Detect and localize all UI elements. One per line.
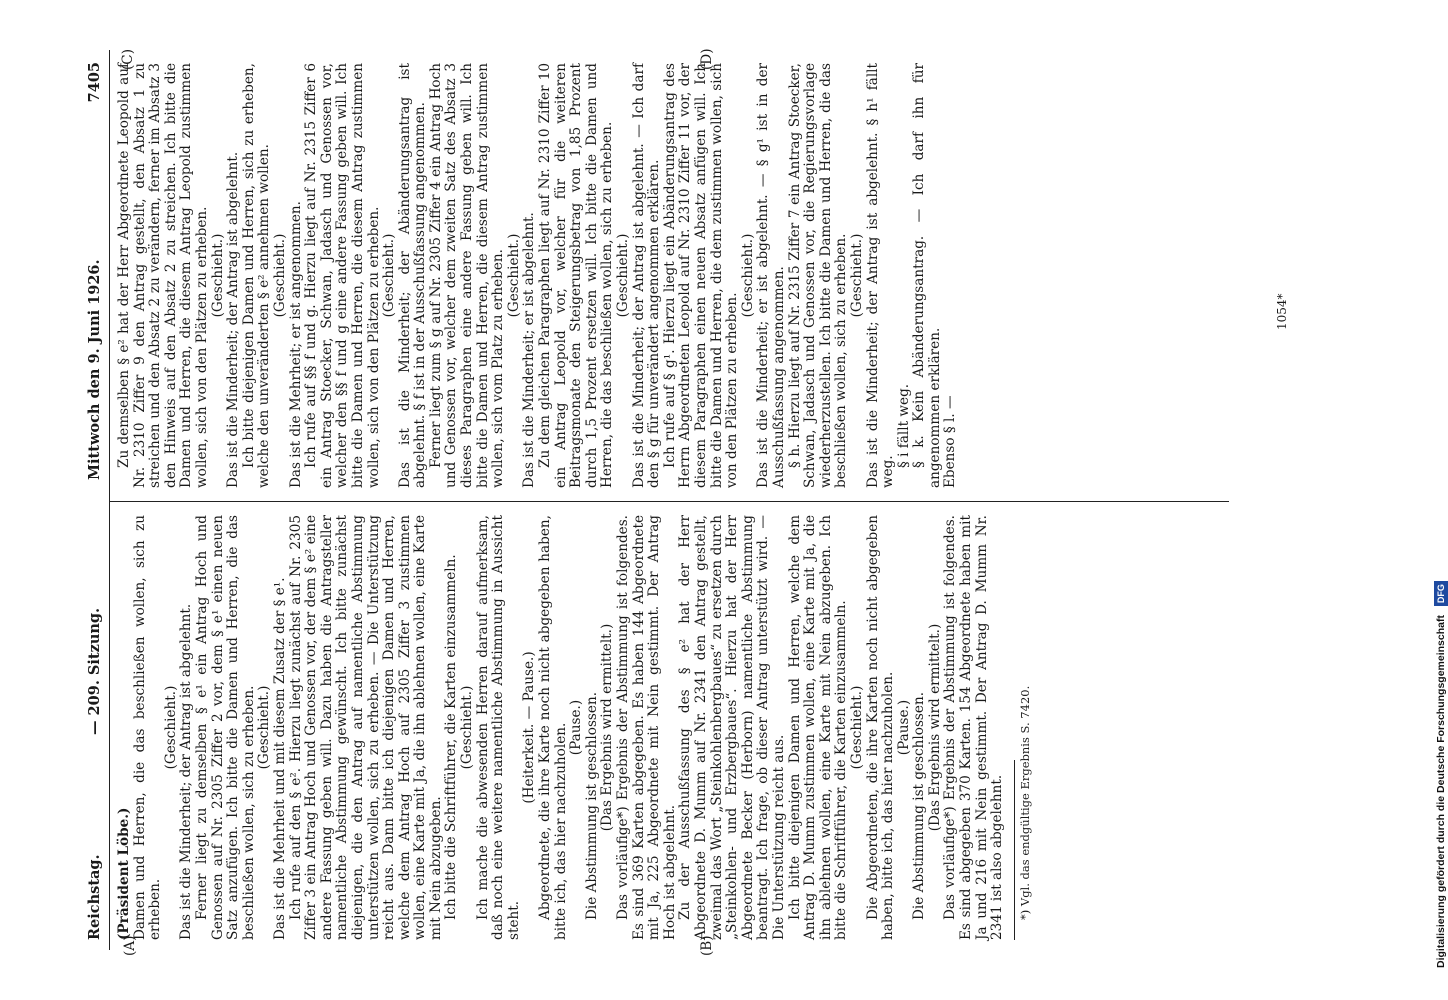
left-column-paragraph: Das vorläufige*) Ergebnis der Abstimmung ist folgendes. Es sind abgegeben 370 Karten. 154 Abgeordnete haben mit Ja und 216 mit Nein gestimmt. Der Antrag D. Mumm Nr. 2341 ist also abgelehnt. bbox=[942, 515, 1006, 940]
left-column-paragraph: Ferner liegt zu demselben § e¹ ein Antrag Hoch und Genossen auf Nr. 2305 Ziffer 2 vor, dem § e¹ einen neuen Satz anzufügen. Ich bitte die Damen und Herren, die das beschließen wollen, sich zu erheben. bbox=[193, 515, 257, 940]
right-column-stage-direction: (Geschieht.) bbox=[381, 233, 398, 318]
right-column-paragraph: Zu dem gleichen Paragraphen liegt auf Nr. 2310 Ziffer 10 ein Antrag Leopold vor, welcher für die weiteren Beitragsmonate den Steigerungsbetrag von 1,85 Prozent durch 1,5 Prozent ersetzen will. Ich bitte die Damen und Herren, die das beschließen wollen, sich zu erheben. bbox=[537, 63, 616, 488]
right-column-paragraph: Das ist die Minderheit; er ist abgelehnt. — § g¹ ist in der Ausschußfassung angenommen. bbox=[755, 63, 787, 488]
right-column-paragraph: Ich rufe auf §§ f und g. Hierzu liegt auf Nr. 2315 Ziffer 6 ein Antrag Stoecker, Schwan, Jadasch und Genossen vor, welcher den §§ f und g eine andere Fassung geben will. Ich bitte die Damen und Herren, die diesem Antrag zustimmen wollen, sich von den Plätzen zu erheben. bbox=[303, 63, 382, 488]
right-column-paragraph: Das ist die Minderheit; der Antrag ist abgelehnt. bbox=[225, 151, 242, 488]
footnote-rule bbox=[1014, 760, 1015, 940]
right-column-paragraph: § k. Kein Abänderungsantrag. — Ich darf ihn für angenommen erklären. bbox=[911, 63, 943, 488]
left-column-stage-direction: (Pause.) bbox=[895, 699, 912, 756]
left-column-paragraph: Damen und Herren, die das beschließen wollen, sich zu erheben. bbox=[131, 515, 164, 940]
column-divider bbox=[109, 501, 1229, 502]
left-column-paragraph: Die Abstimmung ist geschlossen. bbox=[911, 691, 928, 920]
right-column-paragraph: Das ist die Minderheit; der Abänderungsantrag ist abgelehnt. § f ist in der Ausschußfassung angenommen. bbox=[396, 63, 429, 488]
right-column-paragraph: Das ist die Minderheit; er ist abgelehnt. bbox=[521, 212, 538, 488]
right-column-paragraph: Ebenso § l. — bbox=[942, 395, 959, 488]
right-column-paragraph: § i fällt weg. bbox=[895, 383, 912, 468]
rotated-document-page bbox=[85, 48, 1415, 956]
right-column-stage-direction: (Geschieht.) bbox=[209, 233, 226, 318]
left-column-stage-direction: (Das Ergebnis wird ermittelt.) bbox=[599, 623, 616, 832]
left-column-stage-direction: (Geschieht.) bbox=[256, 685, 273, 770]
margin-marker-c: (C) bbox=[120, 48, 136, 70]
right-column-paragraph: § h. Hierzu liegt auf Nr. 2315 Ziffer 7 ein Antrag Stoecker, Schwan, Jadasch und Genossen vor, die Regierungsvorlage wiederherzustellen. Ich bitte die Damen und Herren, die das beschließen wollen, sich zu erheben. bbox=[786, 63, 850, 488]
left-column-stage-direction: (Geschieht.) bbox=[459, 685, 476, 770]
digitization-credit bbox=[1434, 0, 1448, 968]
left-column-stage-direction: (Geschieht.) bbox=[848, 685, 865, 770]
left-column-paragraph: Ich bitte die Schriftführer, die Karten einzusammeln. bbox=[443, 554, 460, 920]
header-session: — 209. Sitzung. bbox=[86, 607, 103, 735]
header-rule bbox=[109, 50, 110, 950]
left-column-paragraph: Zu der Ausschußfassung des § e² hat der Herr Abgeordnete D. Mumm auf Nr. 2341 den Antrag gestellt, zweimal das Wort „Steinkohlenbergbaues“ zu ersetzen durch „Steinkohlen- und Erzbergbaues“. Hierzu hat der Herr Abgeordnete Becker (Herborn) namentliche Abstimmung beantragt. Ich frage, ob dieser Antrag unterstützt wird. — Die Unterstützung reicht aus. bbox=[677, 515, 787, 940]
left-column-paragraph: Ich mache die abwesenden Herren darauf aufmerksam, daß noch eine weitere namentliche Abstimmung in Aussicht steht. bbox=[474, 515, 522, 940]
left-column-paragraph: Die Abstimmung ist geschlossen. bbox=[583, 691, 600, 920]
right-column-paragraph: Ich bitte diejenigen Damen und Herren, sich zu erheben, welche den unveränderten § e² annehmen wollen. bbox=[240, 63, 273, 488]
right-column-paragraph: Das ist die Minderheit; der Antrag ist abgelehnt. § h¹ fällt weg. bbox=[864, 63, 897, 488]
left-column-stage-direction: (Pause.) bbox=[568, 699, 585, 756]
left-column-speaker: (Präsident Löbe.) bbox=[116, 807, 132, 940]
left-column-paragraph: Abgeordnete, die ihre Karte noch nicht abgegeben haben, bitte ich, das hier nachzuholen. bbox=[537, 515, 569, 940]
page-header bbox=[85, 50, 109, 950]
right-column-paragraph: Ich rufe auf § g¹. Hierzu liegt ein Abänderungsantrag des Herrn Abgeordneten Leopold auf Nr. 2310 Ziffer 11 vor, der diesem Paragraphen einen neuen Absatz anfügen will. Ich bitte die Damen und Herren, die dem zustimmen wollen, sich von den Plätzen zu erheben. bbox=[661, 63, 741, 488]
right-column-paragraph: Zu demselben § e² hat der Herr Abgeordnete Leopold auf Nr. 2310 Ziffer 9 den Antrag gestellt, den Absatz 1 zu streichen und den Absatz 2 zu verändern, ferner im Absatz 3 den Hinweis auf den Absatz 2 zu streichen. Ich bitte die Damen und Herren, die diesem Antrag Leopold zustimmen wollen, sich von den Plätzen zu erheben. bbox=[116, 63, 210, 488]
right-column-stage-direction: (Geschieht.) bbox=[739, 233, 756, 318]
digitization-sidebar bbox=[1418, 8, 1447, 998]
left-column-paragraph: Das vorläufige*) Ergebnis der Abstimmung ist folgendes. Es sind 369 Karten abgegeben. Es haben 144 Abgeordnete mit Ja, 225 Abgeordnete mit Nein gestimmt. Der Antrag Hoch ist abgelehnt. bbox=[615, 515, 678, 940]
page-number: 7405 bbox=[86, 62, 103, 103]
left-column bbox=[117, 515, 1032, 940]
margin-marker-b: (B) bbox=[699, 935, 715, 956]
left-column-paragraph: Die Abgeordneten, die ihre Karten noch nicht abgegeben haben, bitte ich, das hier nachzuholen. bbox=[864, 515, 897, 940]
margin-marker-a: (A) bbox=[122, 935, 138, 956]
left-column-paragraph: Das ist die Minderheit; der Antrag ist abgelehnt. bbox=[178, 603, 195, 940]
footnote: *) Vgl. das endgültige Ergebnis S. 7420. bbox=[1017, 685, 1032, 920]
left-column-stage-direction: (Das Ergebnis wird ermittelt.) bbox=[926, 623, 943, 832]
digitization-credit-text: Digitalisierung gefördert durch die Deutsche Forschungsgemeinschaft bbox=[1435, 615, 1447, 968]
margin-marker-d: (D) bbox=[699, 48, 715, 70]
right-column bbox=[117, 63, 959, 488]
left-column-stage-direction: (Heiterkeit. — Pause.) bbox=[521, 651, 538, 804]
dfg-logo: DFG bbox=[1434, 581, 1448, 606]
right-column-paragraph: Das ist die Mehrheit; er ist angenommen. bbox=[287, 201, 304, 488]
left-column-paragraph: Ich bitte diejenigen Damen und Herren, welche dem Antrag D. Mumm zustimmen wollen, eine Karte mit Ja, die ihn ablehnen wollen, eine Karte mit Nein abzugeben. Ich bitte die Schriftführer, die Karten einzusammeln. bbox=[786, 515, 850, 940]
right-column-paragraph: Das ist die Minderheit; der Antrag ist abgelehnt. — Ich darf den § g für unverändert angenommen erklären. bbox=[630, 63, 663, 488]
right-column-stage-direction: (Geschieht.) bbox=[848, 233, 865, 318]
right-column-stage-direction: (Geschieht.) bbox=[505, 233, 522, 318]
left-column-paragraph: Das ist die Mehrheit und mit diesem Zusatz der § e¹. bbox=[271, 577, 288, 940]
header-date: Mittwoch den 9. Juni 1926. bbox=[86, 259, 103, 480]
header-left: Reichstag. bbox=[86, 854, 103, 940]
left-column-stage-direction: (Geschieht.) bbox=[162, 685, 179, 770]
right-column-stage-direction: (Geschieht.) bbox=[271, 233, 288, 318]
left-column-paragraph: Ich rufe auf den § e². Hierzu liegt zunächst auf Nr. 2305 Ziffer 3 ein Antrag Hoch und Genossen vor, der dem § e² eine andere Fassung geben will. Dazu haben die Antragsteller namentliche Abstimmung gewünscht. Ich bitte zunächst diejenigen, die den Antrag auf namentliche Abstimmung unterstützen wollen, sich zu erheben. — Die Unterstützung reicht aus. Dann bitte ich diejenigen Damen und Herren, welche dem Antrag Hoch auf 2305 Ziffer 3 zustimmen wollen, eine Karte mit Ja, die ihn ablehnen wollen, eine Karte mit Nein abzugeben. bbox=[287, 515, 444, 940]
right-column-stage-direction: (Geschieht.) bbox=[615, 233, 631, 318]
page-signature: 1054* bbox=[1275, 293, 1289, 330]
right-column-paragraph: Ferner liegt zum § g auf Nr. 2305 Ziffer 4 ein Antrag Hoch und Genossen vor, welcher dem zweiten Satz des Absatz 3 dieses Paragraphen eine andere Fassung geben will. Ich bitte die Damen und Herren, die diesem Antrag zustimmen wollen, sich vom Platz zu erheben. bbox=[427, 63, 507, 488]
